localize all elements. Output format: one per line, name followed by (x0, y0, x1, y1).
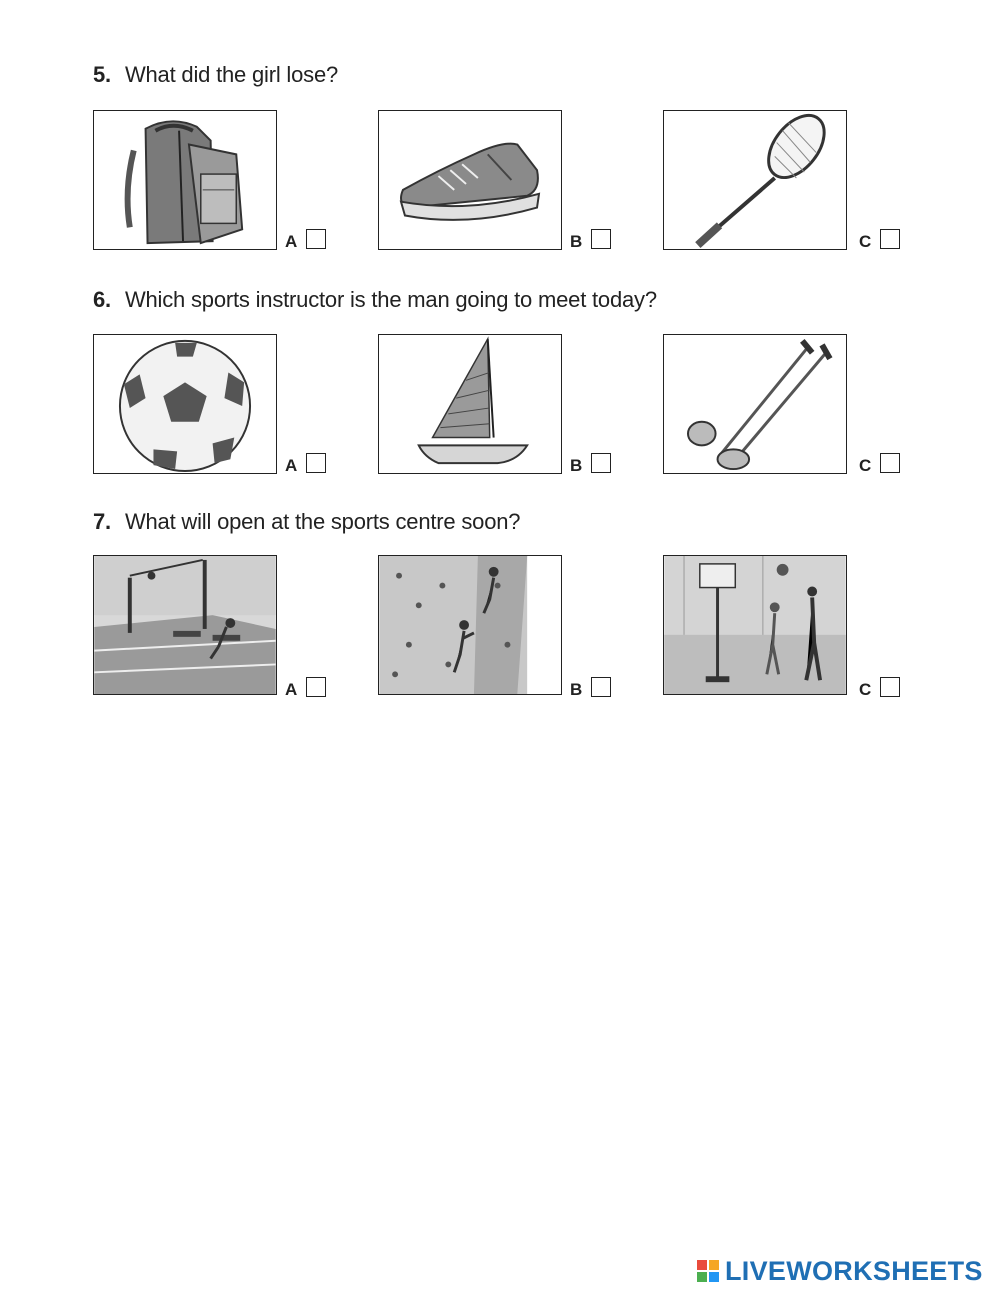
climbing-wall-icon (379, 556, 561, 694)
running-shoe-icon (379, 111, 561, 249)
question-text: What will open at the sports centre soon? (124, 509, 521, 534)
option-7a-letter: A (285, 680, 298, 699)
athletics-track-icon (94, 556, 276, 694)
question-5 (93, 62, 338, 88)
squash-racket-icon (664, 111, 846, 249)
option-6c-letter: C (859, 456, 872, 475)
option-7a-image (93, 555, 277, 695)
option-5a-image (93, 110, 277, 250)
question-number: 6. (93, 287, 111, 312)
football-icon (94, 335, 276, 473)
question-7 (93, 509, 520, 535)
option-7c-image (663, 555, 847, 695)
option-7b-checkbox[interactable] (591, 677, 611, 697)
liveworksheets-brand (697, 1254, 983, 1288)
option-6b-letter: B (570, 456, 583, 475)
option-5b-image (378, 110, 562, 250)
question-text: Which sports instructor is the man going to meet today? (124, 287, 657, 312)
option-5b-letter: B (570, 232, 583, 251)
option-5c-image (663, 110, 847, 250)
option-7a-checkbox[interactable] (306, 677, 326, 697)
backpack-icon (94, 111, 276, 249)
question-text: What did the girl lose? (124, 62, 339, 87)
option-6c-checkbox[interactable] (880, 453, 900, 473)
option-7b-image (378, 555, 562, 695)
option-7b-letter: B (570, 680, 583, 699)
option-5c-checkbox[interactable] (880, 229, 900, 249)
basketball-court-icon (664, 556, 846, 694)
sailboat-icon (379, 335, 561, 473)
option-6c-image (663, 334, 847, 474)
option-6a-checkbox[interactable] (306, 453, 326, 473)
option-6b-checkbox[interactable] (591, 453, 611, 473)
question-number: 5. (93, 62, 111, 87)
option-7c-letter: C (859, 680, 872, 699)
option-6b-image (378, 334, 562, 474)
liveworksheets-logo-icon (697, 1260, 719, 1282)
question-number: 7. (93, 509, 111, 534)
brand-wordmark: LIVEWORKSHEETS (725, 1255, 983, 1286)
option-5a-letter: A (285, 232, 298, 251)
option-6a-letter: A (285, 456, 298, 475)
option-6a-image (93, 334, 277, 474)
option-7c-checkbox[interactable] (880, 677, 900, 697)
option-5c-letter: C (859, 232, 872, 251)
option-5b-checkbox[interactable] (591, 229, 611, 249)
golf-clubs-icon (664, 335, 846, 473)
option-5a-checkbox[interactable] (306, 229, 326, 249)
question-6 (93, 287, 657, 313)
